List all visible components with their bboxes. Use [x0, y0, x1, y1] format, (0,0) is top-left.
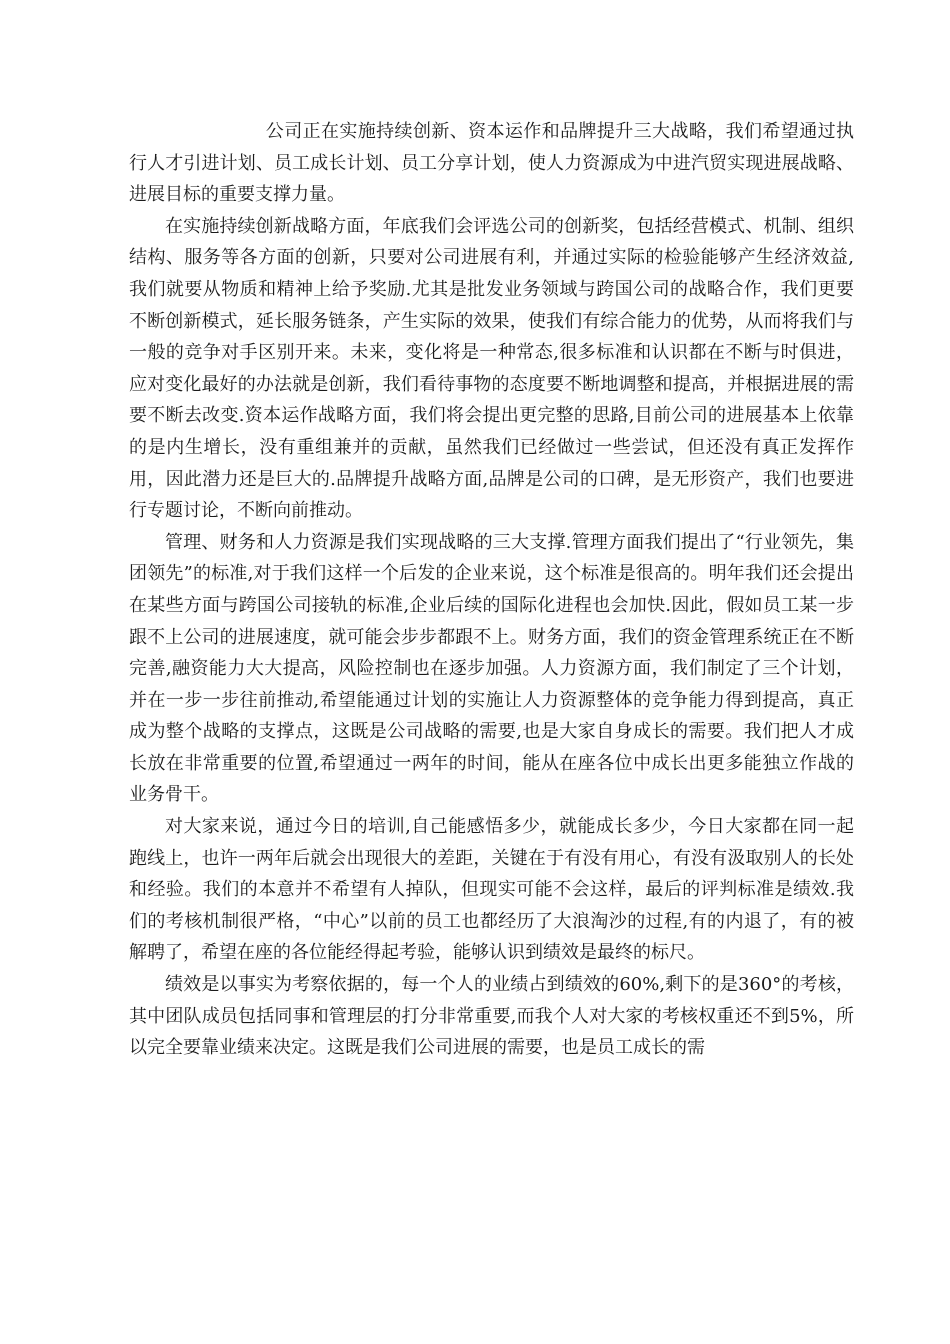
paragraph-training: 对大家来说，通过今日的培训,自己能感悟多少，就能成长多少，今日大家都在同一起跑线上，也许一两年后就会出现很大的差距，关键在于有没有用心，有没有汲取别人的长处和经验。我们的本意并不希望有人掉队，但现实可能不会这样，最后的评判标准是绩效.我们的考核机制很严格，“中心”以前的员工也都经历了大浪淘沙的过程,有的内退了，有的被解聘了，希望在座的各位能经得起考验，能够认识到绩效是最终的标尺。: [129, 816, 854, 964]
document-body: [129, 116, 854, 1064]
paragraph-innovation-strategy: 在实施持续创新战略方面，年底我们会评选公司的创新奖，包括经营模式、机制、组织结构、服务等各方面的创新，只要对公司进展有利，并通过实际的检验能够产生经济效益,我们就要从物质和精神上给予奖励.尤其是批发业务领域与跨国公司的战略合作，我们更要不断创新模式，延长服务链条，产生实际的效果，使我们有综合能力的优势，从而将我们与一般的竞争对手区别开来。未来，变化将是一种常态,很多标准和认识都在不断与时俱进，应对变化最好的办法就是创新，我们看待事物的态度要不断地调整和提高，并根据进展的需要不断去改变.资本运作战略方面，我们将会提出更完整的思路,目前公司的进展基本上依靠的是内生增长，没有重组兼并的贡献，虽然我们已经做过一些尝试，但还没有真正发挥作用，因此潜力还是巨大的.品牌提升战略方面,品牌是公司的口碑，是无形资产，我们也要进行专题讨论，不断向前推动。: [129, 215, 854, 522]
paragraph-three-supports: 管理、财务和人力资源是我们实现战略的三大支撑.管理方面我们提出了“行业领先，集团领先”的标准,对于我们这样一个后发的企业来说，这个标准是很高的。明年我们还会提出在某些方面与跨国公司接轨的标准,企业后续的国际化进程也会加快.因此，假如员工某一步跟不上公司的进展速度，就可能会步步都跟不上。财务方面，我们的资金管理系统正在不断完善,融资能力大大提高，风险控制也在逐步加强。人力资源方面，我们制定了三个计划，并在一步一步往前推动,希望能通过计划的实施让人力资源整体的竞争能力得到提高，真正成为整个战略的支撑点，这既是公司战略的需要,也是大家自身成长的需要。我们把人才成长放在非常重要的位置,希望通过一两年的时间，能从在座各位中成长出更多能独立作战的业务骨干。: [129, 531, 854, 806]
paragraph-performance: 绩效是以事实为考察依据的，每一个人的业绩占到绩效的60%,剩下的是360°的考核，其中团队成员包括同事和管理层的打分非常重要,而我个人对大家的考核权重还不到5%，所以完全要靠业绩来决定。这既是我们公司进展的需要，也是员工成长的需: [129, 974, 854, 1059]
paragraph-strategy-intro: 公司正在实施持续创新、资本运作和品牌提升三大战略，我们希望通过执行人才引进计划、员工成长计划、员工分享计划，使人力资源成为中进汽贸实现进展战略、进展目标的重要支撑力量。: [129, 121, 854, 206]
